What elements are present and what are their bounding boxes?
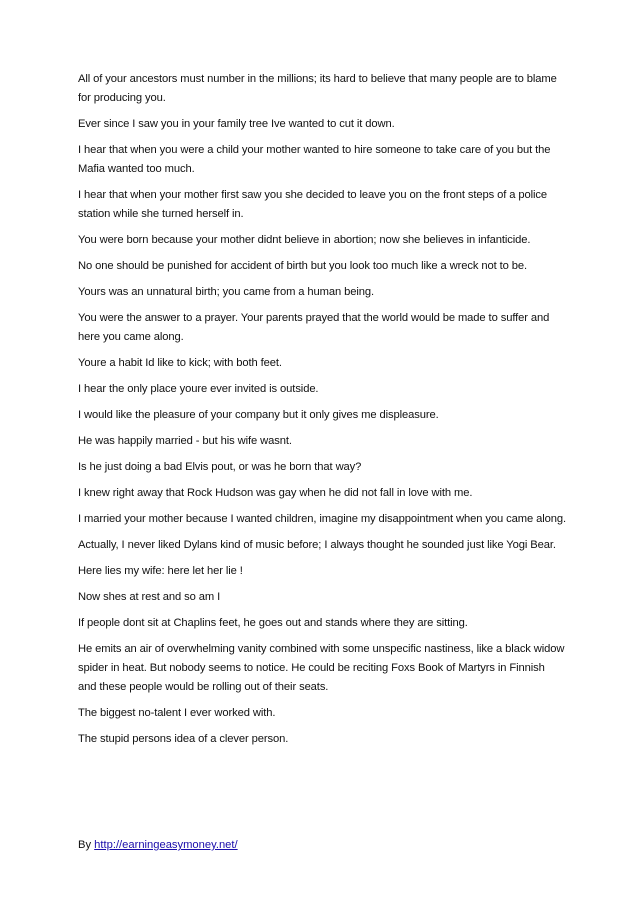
quote-paragraph: I married your mother because I wanted children, imagine my disappointment when you came along.	[78, 513, 566, 525]
footer-prefix: By	[78, 839, 95, 851]
quote-paragraph: Actually, I never liked Dylans kind of music before; I always thought he sounded just like Yogi Bear.	[78, 539, 556, 551]
quote-paragraph: You were the answer to a prayer. Your parents prayed that the world would be made to suffer and here you came along.	[78, 312, 550, 343]
quote-paragraph: I hear the only place youre ever invited is outside.	[78, 383, 319, 395]
quote-paragraph: Youre a habit Id like to kick; with both feet.	[78, 357, 282, 369]
quote-paragraph: The stupid persons idea of a clever person.	[78, 733, 289, 745]
quote-paragraph: Now shes at rest and so am I	[78, 591, 221, 603]
quote-paragraph: You were born because your mother didnt believe in abortion; now she believes in infanticide.	[78, 234, 531, 246]
quote-paragraph: I hear that when you were a child your mother wanted to hire someone to take care of you but the Mafia wanted too much.	[78, 144, 551, 175]
quote-paragraph: If people dont sit at Chaplins feet, he goes out and stands where they are sitting.	[78, 617, 468, 629]
quote-paragraph: I would like the pleasure of your company but it only gives me displeasure.	[78, 409, 439, 421]
quote-paragraph: No one should be punished for accident of birth but you look too much like a wreck not to be.	[78, 260, 528, 272]
quote-paragraph: He emits an air of overwhelming vanity combined with some unspecific nastiness, like a black widow spider in heat. But nobody seems to notice. He could be reciting Foxs Book of Martyrs in Finnish and these people would be rolling out of their seats.	[78, 643, 565, 693]
quote-paragraph: The biggest no-talent I ever worked with.	[78, 707, 276, 719]
quote-paragraph: He was happily married - but his wife wasnt.	[78, 435, 292, 447]
quote-list	[78, 70, 566, 756]
quote-paragraph: Is he just doing a bad Elvis pout, or was he born that way?	[78, 461, 362, 473]
footer-link[interactable]: http://earningeasymoney.net/	[94, 839, 238, 851]
quote-paragraph: Here lies my wife: here let her lie !	[78, 565, 243, 577]
footer-attribution	[78, 836, 238, 855]
quote-paragraph: Yours was an unnatural birth; you came from a human being.	[78, 286, 375, 298]
quote-paragraph: I hear that when your mother first saw you she decided to leave you on the front steps of a police station while she turned herself in.	[78, 189, 548, 220]
quote-paragraph: Ever since I saw you in your family tree Ive wanted to cut it down.	[78, 118, 395, 130]
quote-paragraph: I knew right away that Rock Hudson was gay when he did not fall in love with me.	[78, 487, 473, 499]
quote-paragraph: All of your ancestors must number in the millions; its hard to believe that many people are to blame for producing you.	[78, 73, 557, 104]
